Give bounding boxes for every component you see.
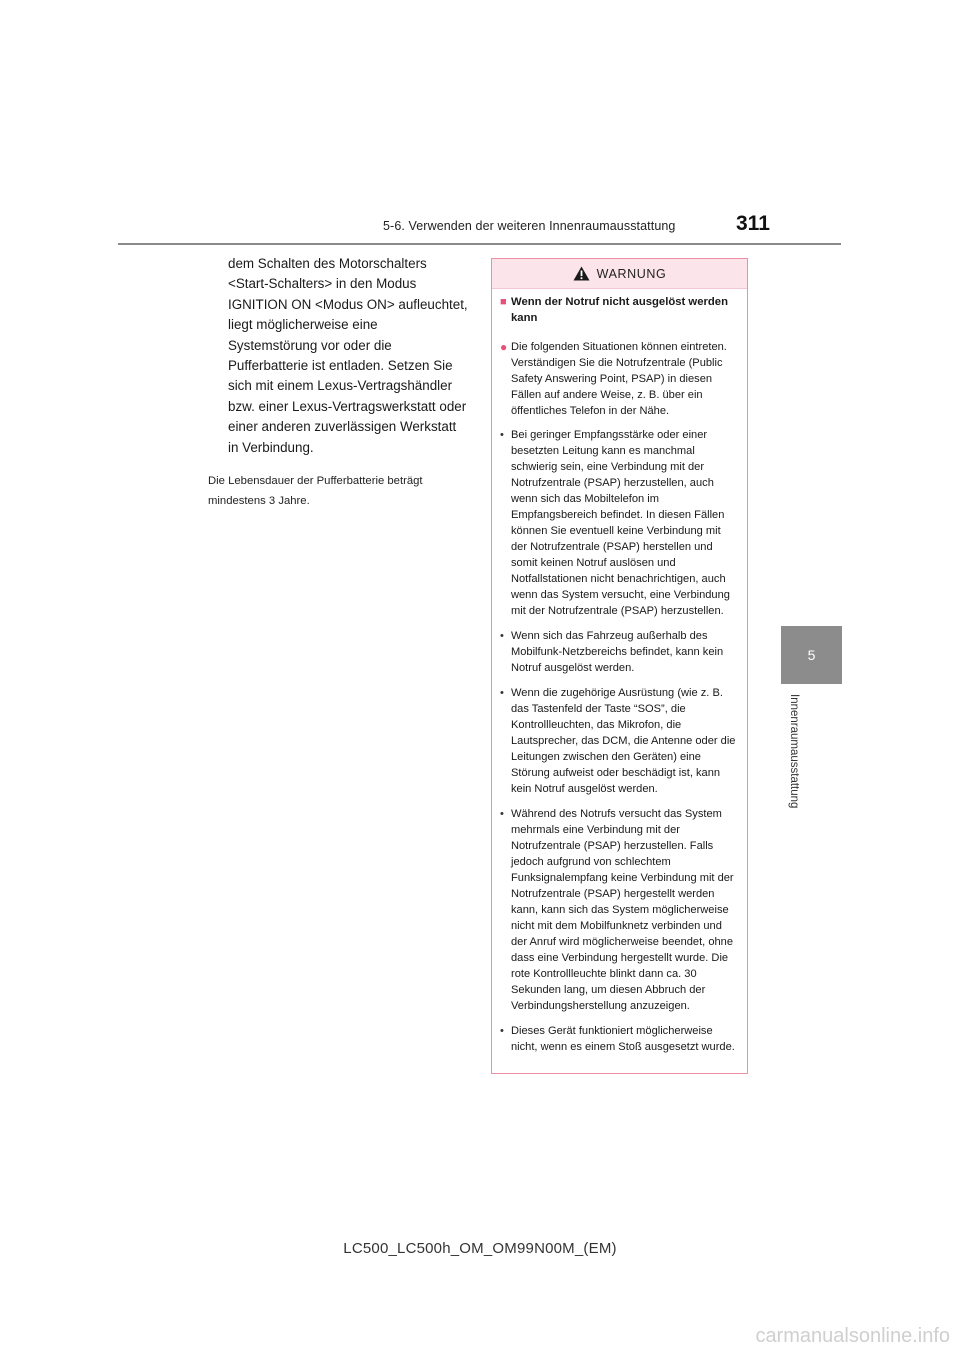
list-item-text: Während des Notrufs versucht das System mehrmals eine Verbindung mit der Notrufzentrale (PSAP) herzustellen. Falls jedoch aufgrund von schlechtem Funksignalempfang keine Verbindung mit der Notrufzentrale (PSAP) hergestellt werden kann, kann sich das System möglicherweise nicht mit dem Mobilfunknetz verbinden und der Anruf wird möglicherweise beendet, ohne dass eine Verbindung hergestellt wurde. Die rote Kontrollleuchte blinkt dann ca. 30 Sekunden lang, um diesen Abbruch der Verbindungsherstellung anzuzeigen.	[511, 808, 734, 1012]
warning-title: WARNUNG	[596, 266, 667, 281]
warning-heading-text: Wenn der Notruf nicht ausgelöst werden kann	[511, 296, 728, 324]
warning-intro-text: Die folgenden Situationen können eintreten. Verständigen Sie die Notrufzentrale (Public Safety Answering Point, PSAP) in diesen Fällen auf andere Weise, z. B. über ein öffentliches Telefon in der Nähe.	[511, 341, 727, 417]
list-item	[500, 685, 739, 797]
bullet-dot-icon: •	[500, 429, 504, 441]
list-item-text: Dieses Gerät funktioniert möglicherweise nicht, wenn es einem Stoß ausgesetzt wurde.	[511, 1025, 735, 1053]
page-number: 311	[736, 212, 770, 235]
list-item	[500, 628, 739, 676]
section-header: 5-6. Verwenden der weiteren Innenraumausstattung	[383, 219, 676, 233]
continued-paragraph: dem Schalten des Motorschalters <Start-Schalters> in den Modus IGNITION ON <Modus ON> aufleuchtet, liegt möglicherweise eine Systemstörung vor oder die Pufferbatterie ist entladen. Setzen Sie sich mit einem Lexus-Vertragshändler bzw. einer Lexus-Vertragswerkstatt oder einer anderen zuverlässigen Werkstatt in Verbindung.	[228, 256, 468, 455]
chapter-tab: 5	[781, 626, 842, 684]
warning-triangle-icon	[573, 266, 590, 281]
warning-heading	[500, 295, 739, 326]
circle-bullet-icon: ●	[500, 340, 508, 354]
bullet-dot-icon: •	[500, 808, 504, 820]
bullet-dot-icon: •	[500, 630, 504, 642]
footer-code: LC500_LC500h_OM_OM99N00M_(EM)	[343, 1240, 617, 1257]
list-item-text: Wenn die zugehörige Ausrüstung (wie z. B. das Tastenfeld der Taste “SOS”, die Kontrollleuchten, das Mikrofon, die Lautsprecher, das DCM, die Antenne oder die Leitungen zwischen den Geräten) eine Störung aufweist oder beschädigt ist, kann kein Notruf ausgelöst werden.	[511, 687, 736, 795]
battery-note: Die Lebensdauer der Pufferbatterie beträgt mindestens 3 Jahre.	[208, 475, 423, 508]
list-item-text: Bei geringer Empfangsstärke oder einer besetzten Leitung kann es manchmal schwierig sein, eine Verbindung mit der Notrufzentrale (PSAP) herzustellen, auch wenn sich das Mobiltelefon im Empfangsbereich befindet. In diesen Fällen können Sie eventuell keine Verbindung mit der Notrufzentrale (PSAP) herstellen und somit keinen Notruf auslösen und Notfallstationen nicht benachrichtigen, auch wenn das System versucht, eine Verbindung mit der Notrufzentrale (PSAP) herzustellen.	[511, 429, 730, 617]
watermark: carmanualsonline.info	[755, 1325, 950, 1347]
list-item-text: Wenn sich das Fahrzeug außerhalb des Mobilfunk-Netzbereichs befindet, kann kein Notruf ausgelöst werden.	[511, 630, 724, 674]
header-rule	[118, 243, 841, 245]
list-item	[500, 427, 739, 619]
list-item	[500, 1023, 739, 1055]
warning-header	[492, 259, 747, 289]
warning-bullet-list	[500, 427, 739, 1055]
warning-box	[491, 258, 748, 1074]
bullet-dot-icon: •	[500, 1025, 504, 1037]
left-column	[208, 254, 470, 511]
square-bullet-icon: ■	[500, 296, 507, 308]
list-item	[500, 806, 739, 1014]
warning-body	[492, 289, 747, 1055]
warning-intro	[500, 339, 739, 419]
bullet-dot-icon: •	[500, 687, 504, 699]
chapter-label: Innenraumausstattung	[788, 694, 800, 809]
